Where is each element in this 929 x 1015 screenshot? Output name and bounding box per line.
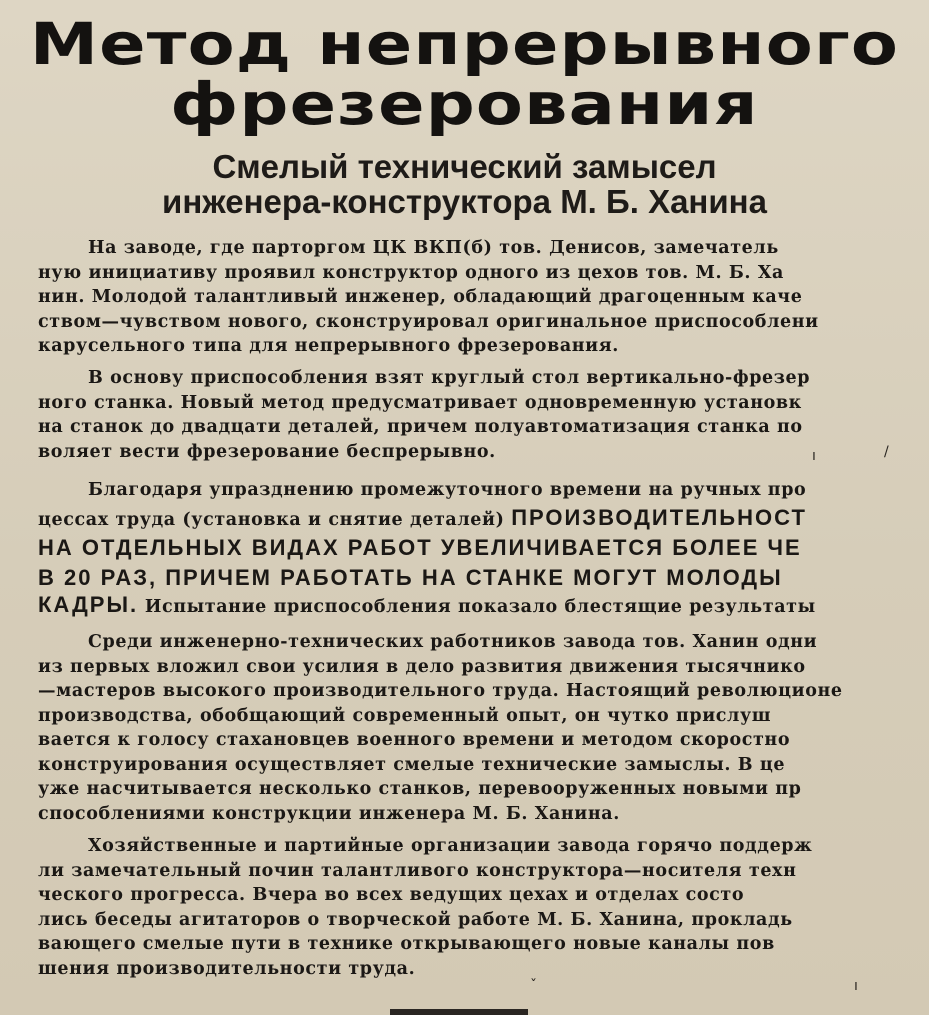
text-caps: КАДРЫ. [38,592,139,617]
subheadline-line-2: инженера-конструктора М. Б. Ханина [162,183,767,220]
text-line: На заводе, где парторгом ЦК ВКП(б) тов. Денисов, замечатель [88,238,779,258]
text-line: карусельного типа для непрерывного фрезерования. [38,336,619,356]
text-line: способлениями конструкции инженера М. Б. Ханина. [38,803,620,824]
bottom-rule [390,1009,528,1015]
ink-speck: ˇ [530,978,537,994]
text-line-caps: НА ОТДЕЛЬНЫХ ВИДАХ РАБОТ УВЕЛИЧИВАЕТСЯ БОЛЕЕ ЧЕ [38,534,802,560]
paragraph-3 [38,478,929,617]
text-line: уже насчитывается несколько станков, перевооруженных новыми пр [38,779,802,799]
text-line: ли замечательный почин талантливого конструктора—носителя техн [38,860,797,881]
text-line: Хозяйственные и партийные организации завода горячо поддерж [88,836,813,856]
paragraph-2 [38,366,929,464]
text-line: ного станка. Новый метод предусматривает одновременную установк [38,392,802,413]
text-line: ством—чувством нового, сконструировал оригинальное приспособлени [38,311,819,332]
text-line: ную инициативу проявил конструктор одного из цехов тов. М. Б. Ха [38,262,784,283]
text-caps: ПРОИЗВОДИТЕЛЬНОСТ [511,504,807,530]
text-line: производства, обобщающий современный опыт, он чутко прислуш [38,705,772,726]
paragraph-1 [38,236,929,359]
text-line: Среди инженерно-технических работников завода тов. Ханин одни [88,632,818,652]
text-line: конструирования осуществляет смелые технические замыслы. В це [38,754,786,775]
text-normal: цессах труда (установка и снятие деталей) [38,509,505,530]
headline-line-2: фрезерования [170,70,759,138]
text-line: лись беседы агитаторов о творческой работе М. Б. Ханина, прокладь [38,909,793,930]
text-line: вается к голосу стахановцев военного времени и методом скоростно [38,730,791,750]
text-line: Благодаря упразднению промежуточного времени на ручных про [88,480,807,500]
ink-speck: / [884,444,889,460]
subheadline-line-1: Смелый технический замысел [212,148,717,185]
text-line: ческого прогресса. Вчера во всех ведущих цехах и отделах состо [38,885,745,905]
text-line: из первых вложил свои усилия в дело развития движения тысячнико [38,656,806,677]
ink-speck: ı [812,448,816,464]
text-line: нин. Молодой талантливый инженер, обладающий драгоценным каче [38,287,803,307]
text-line: на станок до двадцати деталей, причем полуавтоматизация станка по [38,417,803,437]
text-line: вающего смелые пути в технике открывающего новые каналы пов [38,934,775,954]
text-normal: Испытание приспособления показало блестящие результаты [144,596,816,617]
text-line: —мастеров высокого производительного труда. Настоящий революционе [38,681,843,701]
paragraph-4 [38,630,929,826]
text-line-mixed [38,593,929,618]
text-line: шения производительности труда. [38,958,416,979]
headline-line-1: Метод непрерывного [29,10,900,78]
ink-speck: ı [854,978,858,994]
text-line: воляет вести фрезерование беспрерывно. [38,441,496,462]
text-line-mixed [38,503,929,533]
paragraph-5 [38,834,929,981]
text-line: В основу приспособления взят круглый стол вертикально-фрезер [88,368,811,388]
text-line-caps: В 20 РАЗ, ПРИЧЕМ РАБОТАТЬ НА СТАНКЕ МОГУТ МОЛОДЫ [38,564,783,590]
